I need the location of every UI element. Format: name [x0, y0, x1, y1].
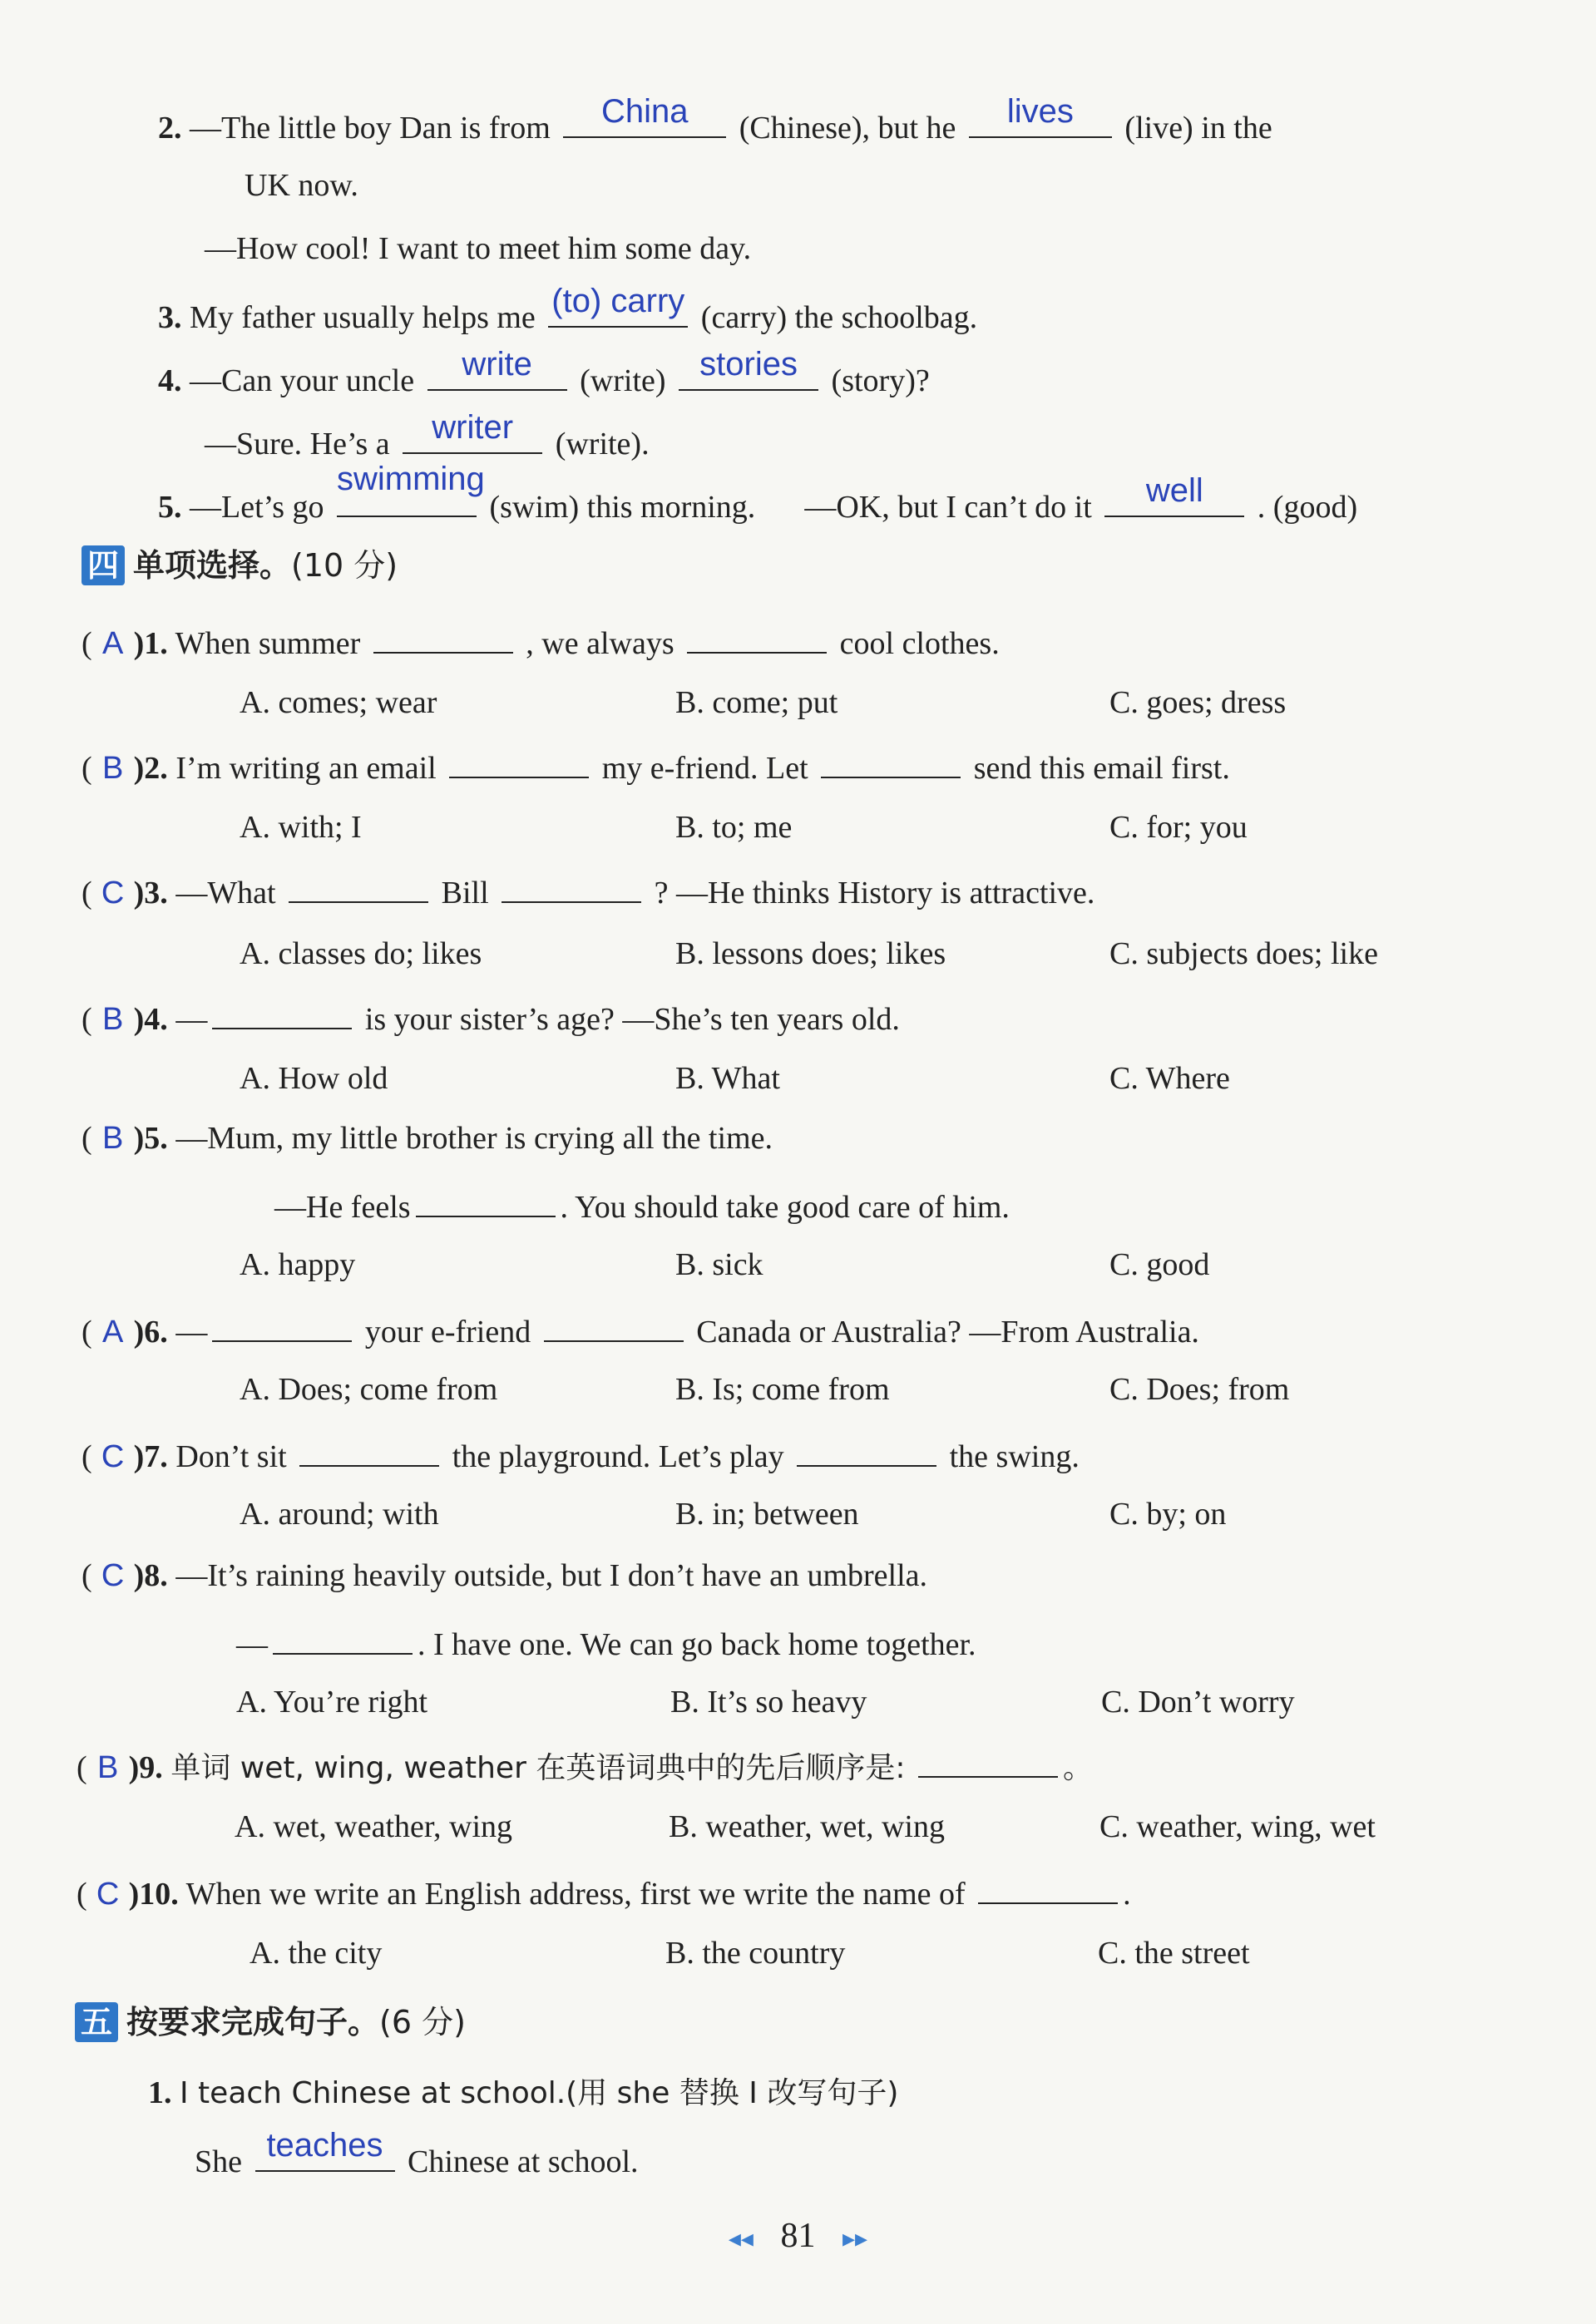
mc-q6-blank1[interactable]	[212, 1310, 352, 1342]
mc-q2-blank2[interactable]	[821, 747, 961, 778]
q2-blank1[interactable]: China	[563, 106, 726, 138]
q5-blank1[interactable]: swimming	[337, 486, 477, 517]
mc-q6-blank2[interactable]	[544, 1310, 684, 1342]
q4-blank2[interactable]: stories	[679, 359, 818, 391]
mc-q2-answer: B	[101, 751, 124, 786]
mc-q9-option-a[interactable]: A. wet, weather, wing	[235, 1809, 513, 1844]
mc-q4-stem: ( B )4. — is your sister’s age? —She’s ten years old.	[82, 998, 900, 1035]
mc-q1-blank1[interactable]	[373, 622, 513, 654]
section4-title: 四 单项选择。(10 分)	[82, 545, 398, 585]
mc-q2-option-a[interactable]: A. with; I	[240, 810, 362, 845]
mc-q7-blank1[interactable]	[299, 1435, 439, 1467]
mc-q5-stem2: —He feels . You should take good care of him.	[274, 1186, 1010, 1223]
mc-q5-option-a[interactable]: A. happy	[240, 1247, 356, 1282]
mc-q8-stem: ( C )8. —It’s raining heavily outside, but I don’t have an umbrella.	[82, 1558, 928, 1593]
mc-q4-blank1[interactable]	[212, 998, 352, 1029]
mc-q3-blank1[interactable]	[289, 871, 428, 903]
mc-q8-option-c[interactable]: C. Don’t worry	[1101, 1685, 1295, 1720]
mc-q8-option-b[interactable]: B. It’s so heavy	[670, 1685, 867, 1720]
mc-q1-option-a[interactable]: A. comes; wear	[240, 685, 437, 720]
mc-q2-option-b[interactable]: B. to; me	[675, 810, 793, 845]
mc-q3-stem: ( C )3. —What Bill ? —He thinks History is attractive.	[82, 871, 1094, 909]
mc-q5-option-c[interactable]: C. good	[1109, 1247, 1210, 1282]
mc-q9-stem: ( B )9. 单词 wet, wing, weather 在英语词典中的先后顺序是: 。	[77, 1746, 1093, 1784]
mc-q10-option-c[interactable]: C. the street	[1098, 1936, 1250, 1971]
mc-q1-blank2[interactable]	[687, 622, 827, 654]
mc-q3-answer: C	[101, 876, 125, 910]
q3-blank1[interactable]: (to) carry	[548, 296, 688, 328]
q2-line2: UK now.	[245, 168, 358, 203]
mc-q3-blank2[interactable]	[502, 871, 641, 903]
q3-line: 3. My father usually helps me (to) carry (carry) the schoolbag.	[158, 283, 978, 335]
mc-q9-blank1[interactable]	[918, 1746, 1058, 1778]
mc-q7-option-a[interactable]: A. around; with	[240, 1497, 439, 1532]
mc-q10-blank1[interactable]	[978, 1873, 1118, 1904]
page-number: 81	[780, 2217, 816, 2255]
mc-q5-option-b[interactable]: B. sick	[675, 1247, 763, 1282]
mc-q7-answer: C	[101, 1439, 125, 1474]
mc-q7-option-b[interactable]: B. in; between	[675, 1497, 859, 1532]
section4-badge: 四	[82, 545, 125, 585]
mc-q10-option-b[interactable]: B. the country	[665, 1936, 846, 1971]
rewrite-q1-blank[interactable]: teaches	[255, 2140, 395, 2172]
mc-q1-answer: A	[101, 626, 124, 661]
q2-line1: 2. —The little boy Dan is from China (Chinese), but he lives (live) in the	[158, 93, 1272, 146]
mc-q8-answer: C	[101, 1558, 125, 1593]
rewrite-q1-answer-line: She teaches Chinese at school.	[195, 2127, 639, 2179]
mc-q3-option-a[interactable]: A. classes do; likes	[240, 936, 482, 971]
mc-q9-answer: B	[96, 1750, 119, 1785]
mc-q6-option-a[interactable]: A. Does; come from	[240, 1372, 498, 1407]
mc-q7-blank2[interactable]	[797, 1435, 936, 1467]
mc-q10-stem: ( C )10. When we write an English address, first we write the name of .	[77, 1873, 1131, 1910]
mc-q4-option-c[interactable]: C. Where	[1109, 1061, 1230, 1096]
mc-q4-option-a[interactable]: A. How old	[240, 1061, 388, 1096]
mc-q2-option-c[interactable]: C. for; you	[1109, 810, 1248, 845]
mc-q7-option-c[interactable]: C. by; on	[1109, 1497, 1227, 1532]
mc-q1-option-b[interactable]: B. come; put	[675, 685, 838, 720]
mc-q4-answer: B	[101, 1002, 124, 1037]
q5-line: 5. —Let’s go swimming (swim) this morning. —OK, but I can’t do it well . (good)	[158, 461, 1358, 525]
mc-q6-option-c[interactable]: C. Does; from	[1109, 1372, 1290, 1407]
mc-q3-option-b[interactable]: B. lessons does; likes	[675, 936, 946, 971]
next-arrows-icon: ▸▸	[842, 2225, 868, 2252]
prev-arrows-icon: ◂◂	[728, 2225, 754, 2252]
mc-q5-answer: B	[101, 1121, 124, 1156]
mc-q2-stem: ( B )2. I’m writing an email my e-friend. Let send this email first.	[82, 747, 1230, 784]
mc-q4-option-b[interactable]: B. What	[675, 1061, 780, 1096]
q4-line2: —Sure. He’s a writer (write).	[205, 409, 650, 461]
mc-q9-option-b[interactable]: B. weather, wet, wing	[669, 1809, 945, 1844]
mc-q5-stem: ( B )5. —Mum, my little brother is crying all the time.	[82, 1121, 773, 1156]
mc-q8-stem2: — . I have one. We can go back home together.	[236, 1623, 976, 1660]
mc-q6-stem: ( A )6. — your e-friend Canada or Australia? —From Australia.	[82, 1310, 1199, 1348]
mc-q7-stem: ( C )7. Don’t sit the playground. Let’s play the swing.	[82, 1435, 1080, 1473]
mc-q10-answer: C	[96, 1877, 120, 1912]
mc-q6-option-b[interactable]: B. Is; come from	[675, 1372, 890, 1407]
mc-q9-option-c[interactable]: C. weather, wing, wet	[1099, 1809, 1376, 1844]
section5-title: 五 按要求完成句子。(6 分)	[75, 2002, 466, 2042]
q4-line1: 4. —Can your uncle write (write) stories (story)?	[158, 346, 930, 398]
q2-blank2[interactable]: lives	[969, 106, 1112, 138]
q4-blank1[interactable]: write	[427, 359, 567, 391]
page-footer	[0, 2218, 1596, 2253]
mc-q5-blank1[interactable]	[416, 1186, 556, 1217]
mc-q8-option-a[interactable]: A. You’re right	[236, 1685, 428, 1720]
q5-blank2[interactable]: well	[1104, 486, 1244, 517]
mc-q1-option-c[interactable]: C. goes; dress	[1109, 685, 1287, 720]
q2-line3: —How cool! I want to meet him some day.	[205, 231, 752, 266]
mc-q2-blank1[interactable]	[449, 747, 589, 778]
mc-q10-option-a[interactable]: A. the city	[250, 1936, 383, 1971]
rewrite-q1-prompt: 1. I teach Chinese at school.(用 she 替换 I 改写句子)	[148, 2075, 899, 2110]
mc-q6-answer: A	[101, 1315, 124, 1349]
mc-q3-option-c[interactable]: C. subjects does; like	[1109, 936, 1378, 971]
mc-q1-stem: ( A )1. When summer , we always cool clothes.	[82, 622, 1000, 659]
q4-blank3[interactable]: writer	[403, 422, 542, 454]
section5-badge: 五	[75, 2002, 118, 2042]
mc-q8-blank1[interactable]	[273, 1623, 413, 1655]
